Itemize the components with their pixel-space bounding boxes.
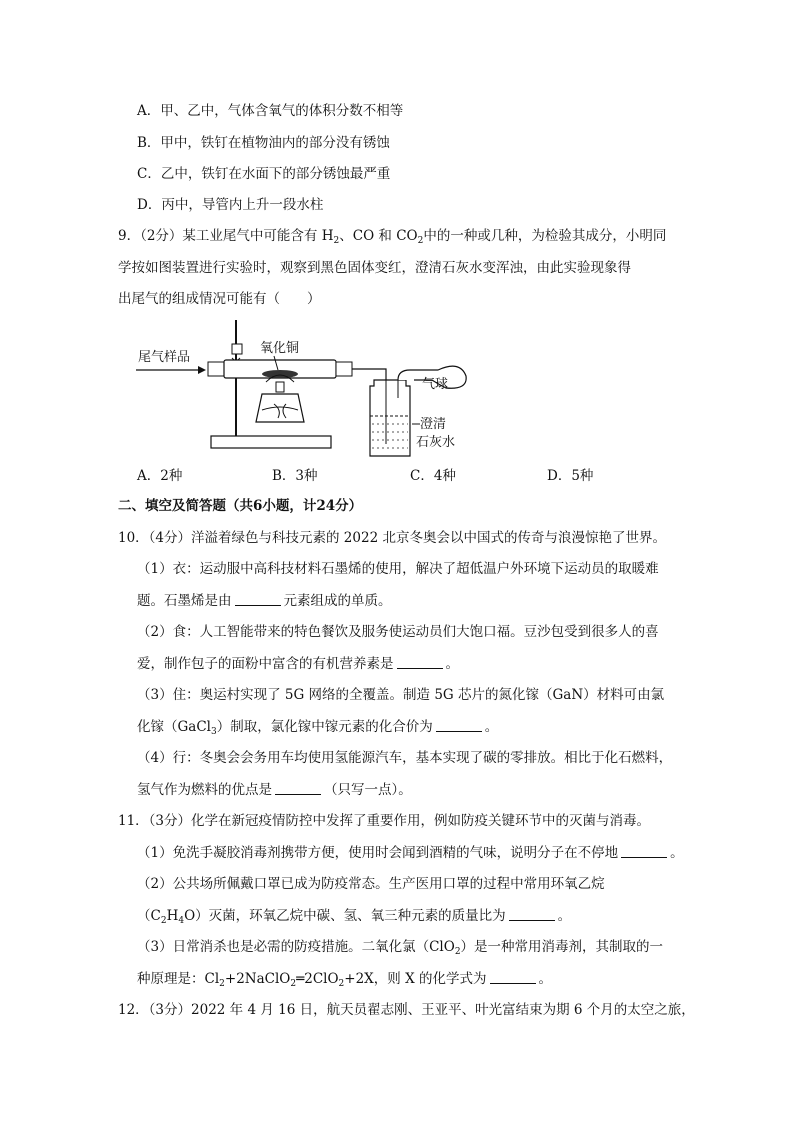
text: 爱，制作包子的面粉中富含的有机营养素是 — [137, 656, 394, 672]
label-gas-sample: 尾气样品 — [138, 350, 191, 365]
washing-bottle — [370, 380, 410, 456]
label-limewater-2: 石灰水 — [416, 435, 456, 450]
text: （1）免洗手凝胶消毒剂携带方便，使用时会闻到酒精的气味，说明分子在不停地 — [137, 845, 619, 861]
q10-stem: 10．（4分）洋溢着绿色与科技元素的 2022 北京冬奥会以中国式的传奇与浪漫惊艳了世界。 — [118, 530, 666, 546]
section-heading: 二、填空及简答题（共6小题，计24分） — [118, 498, 363, 514]
q11-stem: 11．（3分）化学在新冠疫情防控中发挥了重要作用，例如防疫关键环节中的灭菌与消毒。 — [118, 813, 651, 829]
text: ）是一种常用消毒剂，其制取的一 — [460, 939, 664, 955]
q10-part4-line2 — [137, 780, 412, 800]
text: ）制取，氯化镓中镓元素的化合价为 — [216, 719, 433, 735]
text: （C — [137, 908, 161, 924]
subscript: 2 — [333, 236, 340, 246]
spirit-lamp — [256, 394, 304, 422]
q9-stem-line2: 学按如图装置进行实验时，观察到黑色固体变红，澄清石灰水变浑浊，由此实验现象得 — [118, 260, 631, 276]
subscript: 2 — [338, 979, 345, 989]
text: 。 — [538, 971, 552, 987]
text: （3）日常消杀也是必需的防疫措施。二氧化氯（ClO — [137, 939, 455, 955]
q11-part3-line1 — [137, 937, 663, 962]
lamp-wick — [276, 382, 284, 392]
q8-option-a: A．甲、乙中，气体含氧气的体积分数不相等 — [137, 103, 404, 119]
answer-blank[interactable] — [397, 654, 443, 669]
copper-oxide-powder — [262, 370, 298, 378]
subscript: 2 — [454, 947, 461, 957]
q11-part1 — [137, 843, 684, 863]
q10-part2-line2 — [137, 654, 459, 674]
text: 氢气作为燃料的优点是 — [137, 782, 272, 798]
text: （只写一点）。 — [324, 782, 412, 798]
q8-option-b: B．甲中，铁钉在植物油内的部分没有锈蚀 — [137, 135, 390, 151]
text: 题。石墨烯是由 — [137, 593, 232, 609]
text: 。 — [670, 845, 684, 861]
stand-base — [211, 436, 331, 448]
q10-part1-line1: （1）衣：运动服中高科技材料石墨烯的使用，解决了超低温户外环境下运动员的取暖难 — [137, 561, 659, 577]
q9-stem-text: 中的一种或几种，为检验其成分，小明同 — [423, 228, 667, 244]
text: H — [166, 908, 179, 924]
text: +2X，则 X 的化学式为 — [344, 971, 487, 987]
answer-blank[interactable] — [235, 591, 281, 606]
subscript: 2 — [290, 979, 297, 989]
q9-stem-text: 9．（2分）某工业尾气中可能含有 H — [118, 228, 334, 244]
q10-part1-line2 — [137, 591, 392, 611]
q9-option-d: D．5种 — [547, 468, 594, 484]
text: ═2ClO — [296, 971, 339, 987]
q9-stem-line1 — [118, 226, 666, 251]
answer-blank[interactable] — [490, 969, 536, 984]
subscript: 2 — [160, 916, 167, 926]
text: 。 — [484, 719, 499, 735]
text: 元素组成的单质。 — [283, 593, 392, 609]
text: 种原理是：Cl — [137, 971, 220, 987]
q9-stem-line3: 出尾气的组成情况可能有（ ） — [118, 291, 321, 307]
answer-blank[interactable] — [509, 906, 555, 921]
label-limewater-1: 澄清 — [420, 417, 447, 432]
q12-stem: 12．（3分）2022 年 4 月 16 日，航天员翟志刚、王亚平、叶光富结束为期 6 个月的太空之旅， — [118, 1002, 695, 1018]
apparatus-figure — [136, 318, 476, 463]
text: O）灭菌，环氧乙烷中碳、氢、氧三种元素的质量比为 — [184, 908, 506, 924]
text: 化镓（GaCl — [137, 719, 211, 735]
label-balloon: 气球 — [422, 377, 449, 392]
text: 。 — [445, 656, 459, 672]
label-copper-oxide: 氧化铜 — [260, 341, 300, 356]
q11-part2-line1: （2）公共场所佩戴口罩已成为防疫常态。生产医用口罩的过程中常用环氧乙烷 — [137, 876, 605, 892]
q10-part3-line2 — [137, 717, 498, 742]
q10-part4-line1: （4）行：冬奥会会务用车均使用氢能源汽车，基本实现了碳的零排放。相比于化石燃料， — [137, 750, 673, 766]
stopper-left — [208, 362, 224, 376]
q9-option-a: A．2种 — [137, 468, 183, 484]
clamp — [232, 344, 242, 354]
subscript: 3 — [210, 727, 217, 737]
subscript: 4 — [178, 916, 185, 926]
text: 。 — [557, 908, 572, 924]
outlet-tube — [352, 369, 386, 380]
answer-blank[interactable] — [436, 717, 482, 732]
arrowhead — [198, 366, 206, 374]
subscript: 2 — [417, 236, 424, 246]
q10-part2-line1: （2）食：人工智能带来的特色餐饮及服务使运动员们大饱口福。豆沙包受到很多人的喜 — [137, 624, 659, 640]
q11-part3-line2 — [137, 969, 552, 994]
q9-option-c: C．4种 — [410, 468, 456, 484]
answer-blank[interactable] — [621, 843, 667, 858]
q8-option-c: C．乙中，铁钉在水面下的部分锈蚀最严重 — [137, 166, 391, 182]
subscript: 2 — [219, 979, 225, 989]
answer-blank[interactable] — [275, 780, 321, 795]
q10-part3-line1: （3）住：奥运村实现了 5G 网络的全覆盖。制造 5G 芯片的氮化镓（GaN）材料可由氯 — [137, 687, 665, 703]
q11-part2-line2 — [137, 906, 571, 931]
q9-option-b: B．3种 — [272, 468, 318, 484]
stopper-right — [336, 362, 352, 376]
text: +2NaClO — [224, 971, 291, 987]
q9-stem-text: 、CO 和 CO — [339, 228, 418, 244]
q8-option-d: D．丙中，导管内上升一段水柱 — [137, 197, 324, 213]
